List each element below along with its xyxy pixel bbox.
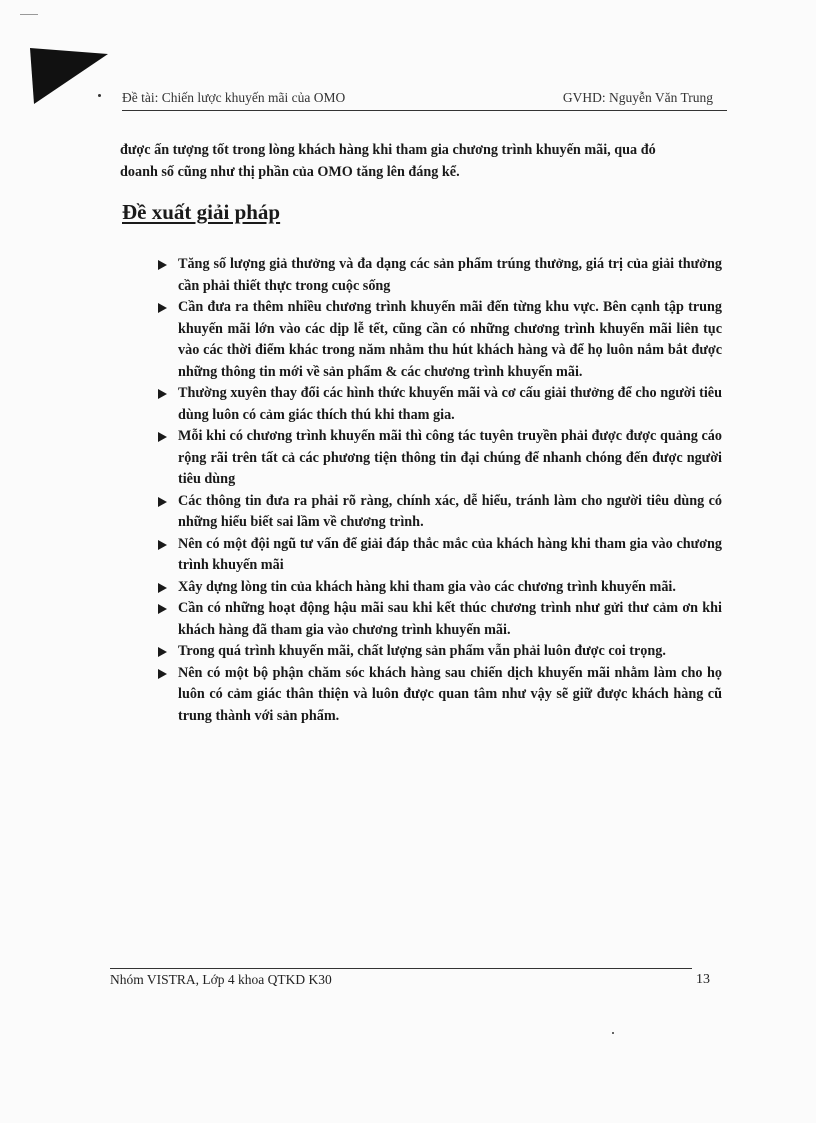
page-header: [122, 88, 727, 111]
proposal-list: [158, 254, 722, 727]
section-heading: Đề xuất giải pháp: [122, 200, 281, 224]
arrow-bullet-icon: [158, 497, 167, 507]
list-item: [158, 491, 722, 534]
list-item-text: Nên có một bộ phận chăm sóc khách hàng sau chiến dịch khuyến mãi nhằm làm cho họ luôn có cảm giác thân thiện và luôn được quan tâm như vậy sẽ giữ được khách hàng cũ trung thành với sản phẩm.: [178, 664, 722, 724]
arrow-bullet-icon: [158, 389, 167, 399]
list-item-text: Thường xuyên thay đổi các hình thức khuyến mãi và cơ cấu giải thưởng để cho người tiêu dùng luôn có cảm giác thích thú khi tham gia.: [178, 385, 722, 423]
list-item: [158, 641, 722, 663]
arrow-bullet-icon: [158, 583, 167, 593]
arrow-bullet-icon: [158, 540, 167, 550]
arrow-bullet-icon: [158, 669, 167, 679]
intro-paragraph: [120, 139, 726, 183]
arrow-bullet-icon: [158, 647, 167, 657]
list-item-text: Nên có một đội ngũ tư vấn để giải đáp thắc mắc của khách hàng khi tham gia vào chương trình khuyến mãi: [178, 535, 722, 573]
list-item-text: Cần có những hoạt động hậu mãi sau khi kết thúc chương trình như gửi thư cảm ơn khi khách hàng đã tham gia vào chương trình khuyến mãi.: [178, 600, 722, 638]
intro-line: được ấn tượng tốt trong lòng khách hàng khi tham gia chương trình khuyến mãi, qua đó: [120, 142, 656, 158]
list-item: [158, 297, 722, 383]
arrow-bullet-icon: [158, 432, 167, 442]
list-item: [158, 534, 722, 577]
scan-speck: [98, 94, 101, 97]
list-item: [158, 254, 722, 297]
list-item: [158, 383, 722, 426]
list-item-text: Cần đưa ra thêm nhiều chương trình khuyến mãi đến từng khu vực. Bên cạnh tập trung khuyến mãi lớn vào các dịp lễ tết, cũng cần có những chương trình khuyến mãi liên tục vào các thời điểm khác trong năm nhằm thu hút khách hàng và để họ luôn nắm bắt được những thông tin mới về sản phẩm & các chương trình khuyến mãi.: [178, 299, 722, 380]
scan-mark: [20, 14, 38, 15]
list-item-text: Mỗi khi có chương trình khuyến mãi thì công tác tuyên truyền phải được được quảng cáo rộng rãi trên tất cả các phương tiện thông tin đại chúng để nhanh chóng đến được người tiêu dùng: [178, 428, 722, 487]
list-item: [158, 577, 722, 599]
list-item-text: Các thông tin đưa ra phải rõ ràng, chính xác, dễ hiểu, tránh làm cho người tiêu dùng có những hiểu biết sai lầm về chương trình.: [178, 492, 722, 530]
arrow-bullet-icon: [158, 303, 167, 313]
footer-divider: [110, 968, 692, 969]
intro-line: doanh số cũng như thị phần của OMO tăng lên đáng kể.: [120, 164, 460, 180]
list-item-text: Tăng số lượng giả thưởng và đa dạng các sản phẩm trúng thưởng, giá trị của giải thưởng cần phải thiết thực trong cuộc sống: [178, 256, 722, 294]
header-topic: Đề tài: Chiến lược khuyến mãi của OMO: [122, 90, 346, 105]
page-number: 13: [696, 972, 710, 987]
list-item-text: Trong quá trình khuyến mãi, chất lượng sản phẩm vẫn phải luôn được coi trọng.: [178, 643, 666, 659]
list-item: [158, 426, 722, 491]
list-item-text: Xây dựng lòng tin của khách hàng khi tham gia vào các chương trình khuyến mãi.: [178, 578, 676, 595]
footer-group: Nhóm VISTRA, Lớp 4 khoa QTKD K30: [110, 972, 332, 987]
arrow-bullet-icon: [158, 604, 167, 614]
list-item: [158, 663, 722, 728]
list-item: [158, 598, 722, 641]
scan-corner-shadow: [30, 48, 108, 104]
header-advisor: GVHD: Nguyễn Văn Trung: [562, 90, 713, 105]
arrow-bullet-icon: [158, 260, 167, 270]
scan-speck: [612, 1032, 614, 1034]
